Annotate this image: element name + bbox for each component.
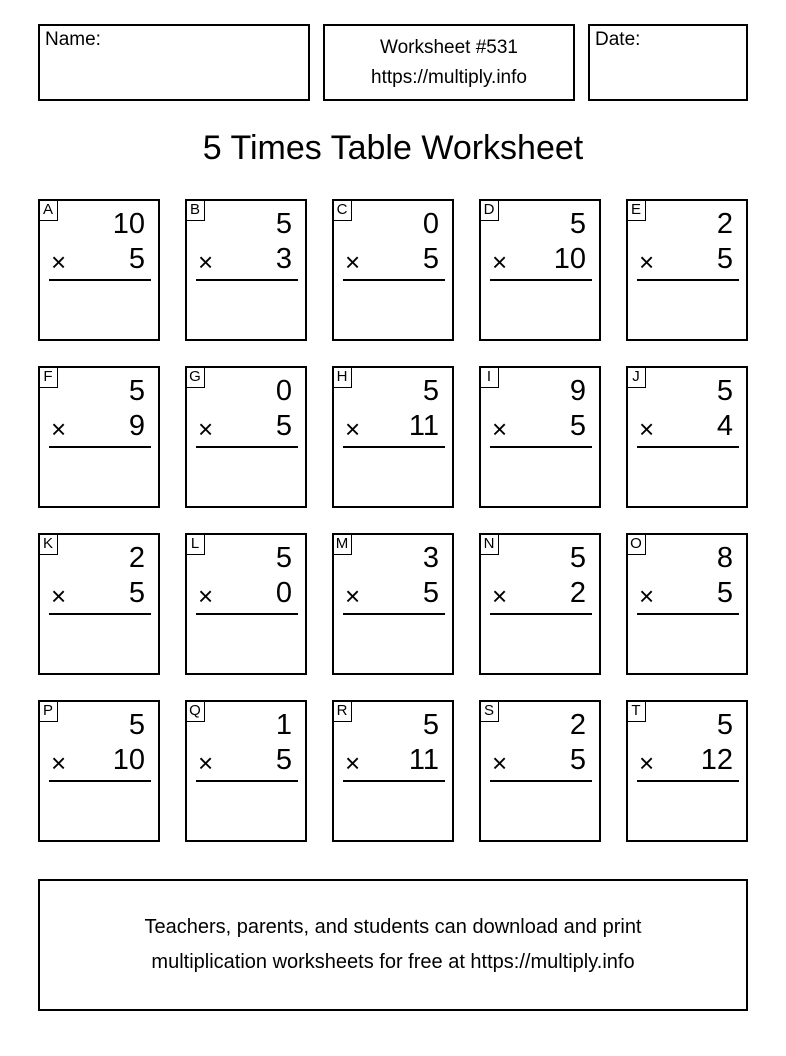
problem-card[interactable] [626,366,748,508]
problem-card[interactable] [626,533,748,675]
name-field[interactable] [38,24,310,101]
problem-bottom-number: 10 [553,243,586,275]
answer-line [196,780,298,782]
problem-top-number: 5 [716,709,733,741]
answer-line [196,613,298,615]
problem-bottom-number: 5 [716,243,733,275]
problem-bottom-number: 9 [128,410,145,442]
multiply-sign: × [345,414,361,444]
date-field[interactable] [588,24,748,101]
answer-line [49,279,151,281]
answer-line [637,446,739,448]
multiply-sign: × [198,581,214,611]
problem-letter: P [38,700,58,722]
problem-letter: S [479,700,499,722]
problem-top-number: 9 [569,375,586,407]
worksheet-info-box [323,24,575,101]
problem-card[interactable] [479,199,601,341]
problem-bottom-number: 5 [422,243,439,275]
answer-line [637,780,739,782]
page-title: 5 Times Table Worksheet [202,129,584,167]
problem-top-number: 8 [716,542,733,574]
multiply-sign: × [345,581,361,611]
problem-top-number: 5 [128,375,145,407]
multiply-sign: × [492,414,508,444]
problem-top-number: 5 [275,542,292,574]
footer-note [38,879,748,1011]
multiply-sign: × [51,247,67,277]
multiply-sign: × [51,748,67,778]
multiply-sign: × [198,748,214,778]
problem-letter: C [332,199,352,221]
problem-letter: L [185,533,205,555]
problem-bottom-number: 11 [408,744,439,776]
problem-letter: R [332,700,352,722]
problem-letter: J [626,366,646,388]
problem-letter: K [38,533,58,555]
date-label: Date: [595,29,641,50]
answer-line [637,613,739,615]
problem-bottom-number: 10 [112,744,145,776]
problem-bottom-number: 3 [275,243,292,275]
problem-bottom-number: 5 [422,577,439,609]
problem-letter: B [185,199,205,221]
answer-line [343,613,445,615]
problem-letter: G [185,366,205,388]
multiply-sign: × [639,748,655,778]
answer-line [49,780,151,782]
problem-top-number: 5 [275,208,292,240]
answer-line [49,446,151,448]
problem-bottom-number: 5 [569,410,586,442]
problem-top-number: 5 [128,709,145,741]
problem-top-number: 2 [128,542,145,574]
answer-line [49,613,151,615]
problem-card[interactable] [626,199,748,341]
multiply-sign: × [492,247,508,277]
multiply-sign: × [639,414,655,444]
problem-bottom-number: 4 [716,410,733,442]
multiply-sign: × [198,414,214,444]
multiply-sign: × [639,581,655,611]
problem-letter: T [626,700,646,722]
multiply-sign: × [51,414,67,444]
problem-letter: A [38,199,58,221]
problem-card[interactable] [479,700,601,842]
name-label: Name: [45,29,101,50]
problem-letter: F [38,366,58,388]
problem-card[interactable] [479,533,601,675]
problem-top-number: 5 [716,375,733,407]
problem-bottom-number: 5 [275,744,292,776]
answer-line [196,446,298,448]
multiply-sign: × [492,748,508,778]
answer-line [343,279,445,281]
problem-letter: E [626,199,646,221]
problem-letter: I [479,366,499,388]
problem-letter: O [626,533,646,555]
site-url[interactable]: https://multiply.info [371,66,527,88]
problem-top-number: 2 [716,208,733,240]
problem-bottom-number: 11 [408,410,439,442]
answer-line [637,279,739,281]
problem-card[interactable] [332,199,454,341]
answer-line [490,780,592,782]
answer-line [343,446,445,448]
problem-top-number: 5 [422,709,439,741]
problem-top-number: 5 [569,542,586,574]
problem-top-number: 0 [422,208,439,240]
footer-line-2: multiplication worksheets for free at https://multiply.info [151,951,635,973]
problem-bottom-number: 5 [716,577,733,609]
problem-top-number: 0 [275,375,292,407]
problem-top-number: 2 [569,709,586,741]
problem-card[interactable] [38,700,160,842]
problem-card[interactable] [185,366,307,508]
problem-card[interactable] [332,700,454,842]
answer-line [490,279,592,281]
problem-letter: Q [185,700,205,722]
problem-card[interactable] [38,533,160,675]
problem-card[interactable] [185,533,307,675]
problem-card[interactable] [38,366,160,508]
multiply-sign: × [345,748,361,778]
problem-bottom-number: 5 [128,577,145,609]
problem-card[interactable] [185,199,307,341]
footer-line-1: Teachers, parents, and students can download and print [144,916,642,938]
problem-top-number: 10 [112,208,145,240]
problem-top-number: 1 [275,709,292,741]
problem-card[interactable] [332,533,454,675]
multiply-sign: × [345,247,361,277]
answer-line [196,279,298,281]
multiply-sign: × [492,581,508,611]
multiply-sign: × [639,247,655,277]
problem-bottom-number: 5 [275,410,292,442]
problem-letter: D [479,199,499,221]
problem-letter: H [332,366,352,388]
problem-top-number: 3 [422,542,439,574]
answer-line [490,613,592,615]
problem-card[interactable] [626,700,748,842]
multiply-sign: × [51,581,67,611]
problem-bottom-number: 5 [128,243,145,275]
problem-card[interactable] [38,199,160,341]
problem-card[interactable] [479,366,601,508]
problem-card[interactable] [185,700,307,842]
answer-line [490,446,592,448]
problem-top-number: 5 [422,375,439,407]
problem-letter: M [332,533,352,555]
multiply-sign: × [198,247,214,277]
worksheet-id: Worksheet #531 [379,36,518,58]
problem-letter: N [479,533,499,555]
answer-line [343,780,445,782]
problem-bottom-number: 0 [275,577,292,609]
problem-bottom-number: 12 [700,744,733,776]
problem-card[interactable] [332,366,454,508]
problem-top-number: 5 [569,208,586,240]
problem-bottom-number: 2 [569,577,586,609]
problem-bottom-number: 5 [569,744,586,776]
